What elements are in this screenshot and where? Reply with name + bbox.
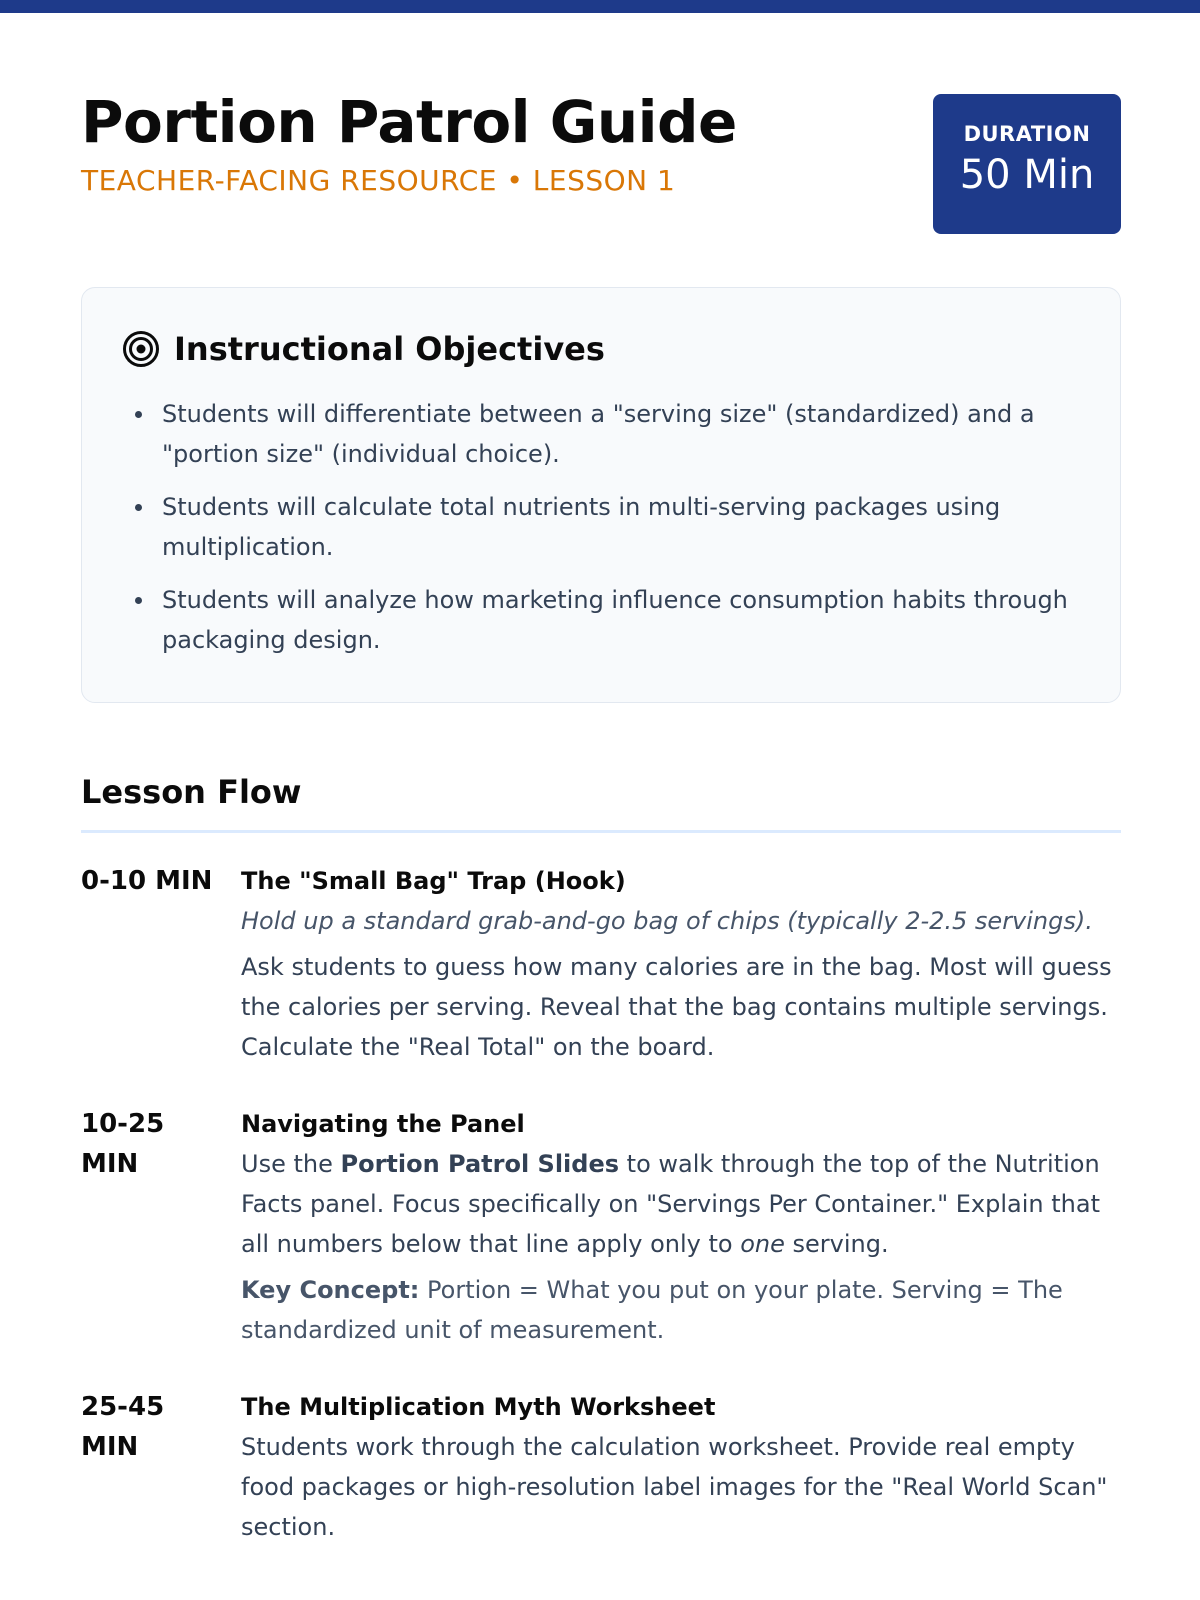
emphasis-text: one (740, 1230, 785, 1258)
page-subtitle: TEACHER-FACING RESOURCE • LESSON 1 (81, 164, 676, 197)
lesson-flow-heading: Lesson Flow (81, 773, 302, 811)
objectives-header (122, 330, 1080, 368)
lesson-guide-page (81, 0, 1121, 1541)
objectives-card (81, 287, 1121, 703)
page-header (81, 0, 1121, 260)
objective-item: Students will differentiate between a "serving size" (standardized) and a "portion size" (individual choice). (162, 394, 1080, 474)
flow-step-body (241, 861, 1121, 1067)
objectives-heading: Instructional Objectives (174, 330, 605, 368)
flow-step-text: Ask students to guess how many calories are in the bag. Most will guess the calories per serving. Reveal that the bag contains multiple servings. Calculate the "Real Total" on the board. (241, 953, 1112, 1061)
flow-step (81, 861, 1121, 1067)
flow-step-title: The "Small Bag" Trap (Hook) (241, 867, 626, 895)
key-concept-text: Portion = What you put on your plate. Serving = The standardized unit of measurement. (241, 1276, 1063, 1344)
flow-step-title: The Multiplication Myth Worksheet (241, 1393, 716, 1421)
lesson-flow-list (81, 861, 1121, 1584)
text-segment: to walk through the top of the Nutrition Facts panel. Focus specifically on "Servings Per Container." Explain that all numbers below that line apply only to (241, 1150, 1100, 1258)
flow-step (81, 1104, 1121, 1350)
objective-item: Students will calculate total nutrients in multi-serving packages using multiplication. (162, 487, 1080, 567)
section-divider (81, 830, 1121, 833)
key-concept-label: Key Concept: (241, 1276, 420, 1304)
flow-step-time: 25-45 MIN (81, 1392, 165, 1462)
flow-step (81, 1387, 1121, 1547)
duration-value: 50 Min (959, 152, 1095, 198)
flow-step-body (241, 1387, 1121, 1547)
objective-item: Students will analyze how marketing influence consumption habits through packaging design. (162, 580, 1080, 660)
duration-label: DURATION (963, 122, 1091, 146)
flow-step-time: 0-10 MIN (81, 866, 213, 896)
text-segment: serving. (784, 1230, 889, 1258)
key-concept (241, 1270, 1121, 1350)
slides-reference: Portion Patrol Slides (340, 1150, 620, 1178)
text-segment: Use the (241, 1150, 341, 1178)
page-title: Portion Patrol Guide (81, 88, 737, 156)
flow-step-body (241, 1104, 1121, 1350)
flow-step-title: Navigating the Panel (241, 1110, 525, 1138)
flow-step-time: 10-25 MIN (81, 1109, 165, 1179)
flow-step-note: Hold up a standard grab-and-go bag of chips (typically 2-2.5 servings). (241, 907, 1093, 935)
flow-step-text: Students work through the calculation worksheet. Provide real empty food packages or high-resolution label images for the "Real World Scan" section. (241, 1433, 1108, 1541)
flow-step-text (241, 1144, 1121, 1264)
duration-badge (933, 94, 1121, 234)
target-icon (122, 330, 160, 368)
objectives-list (122, 394, 1080, 660)
